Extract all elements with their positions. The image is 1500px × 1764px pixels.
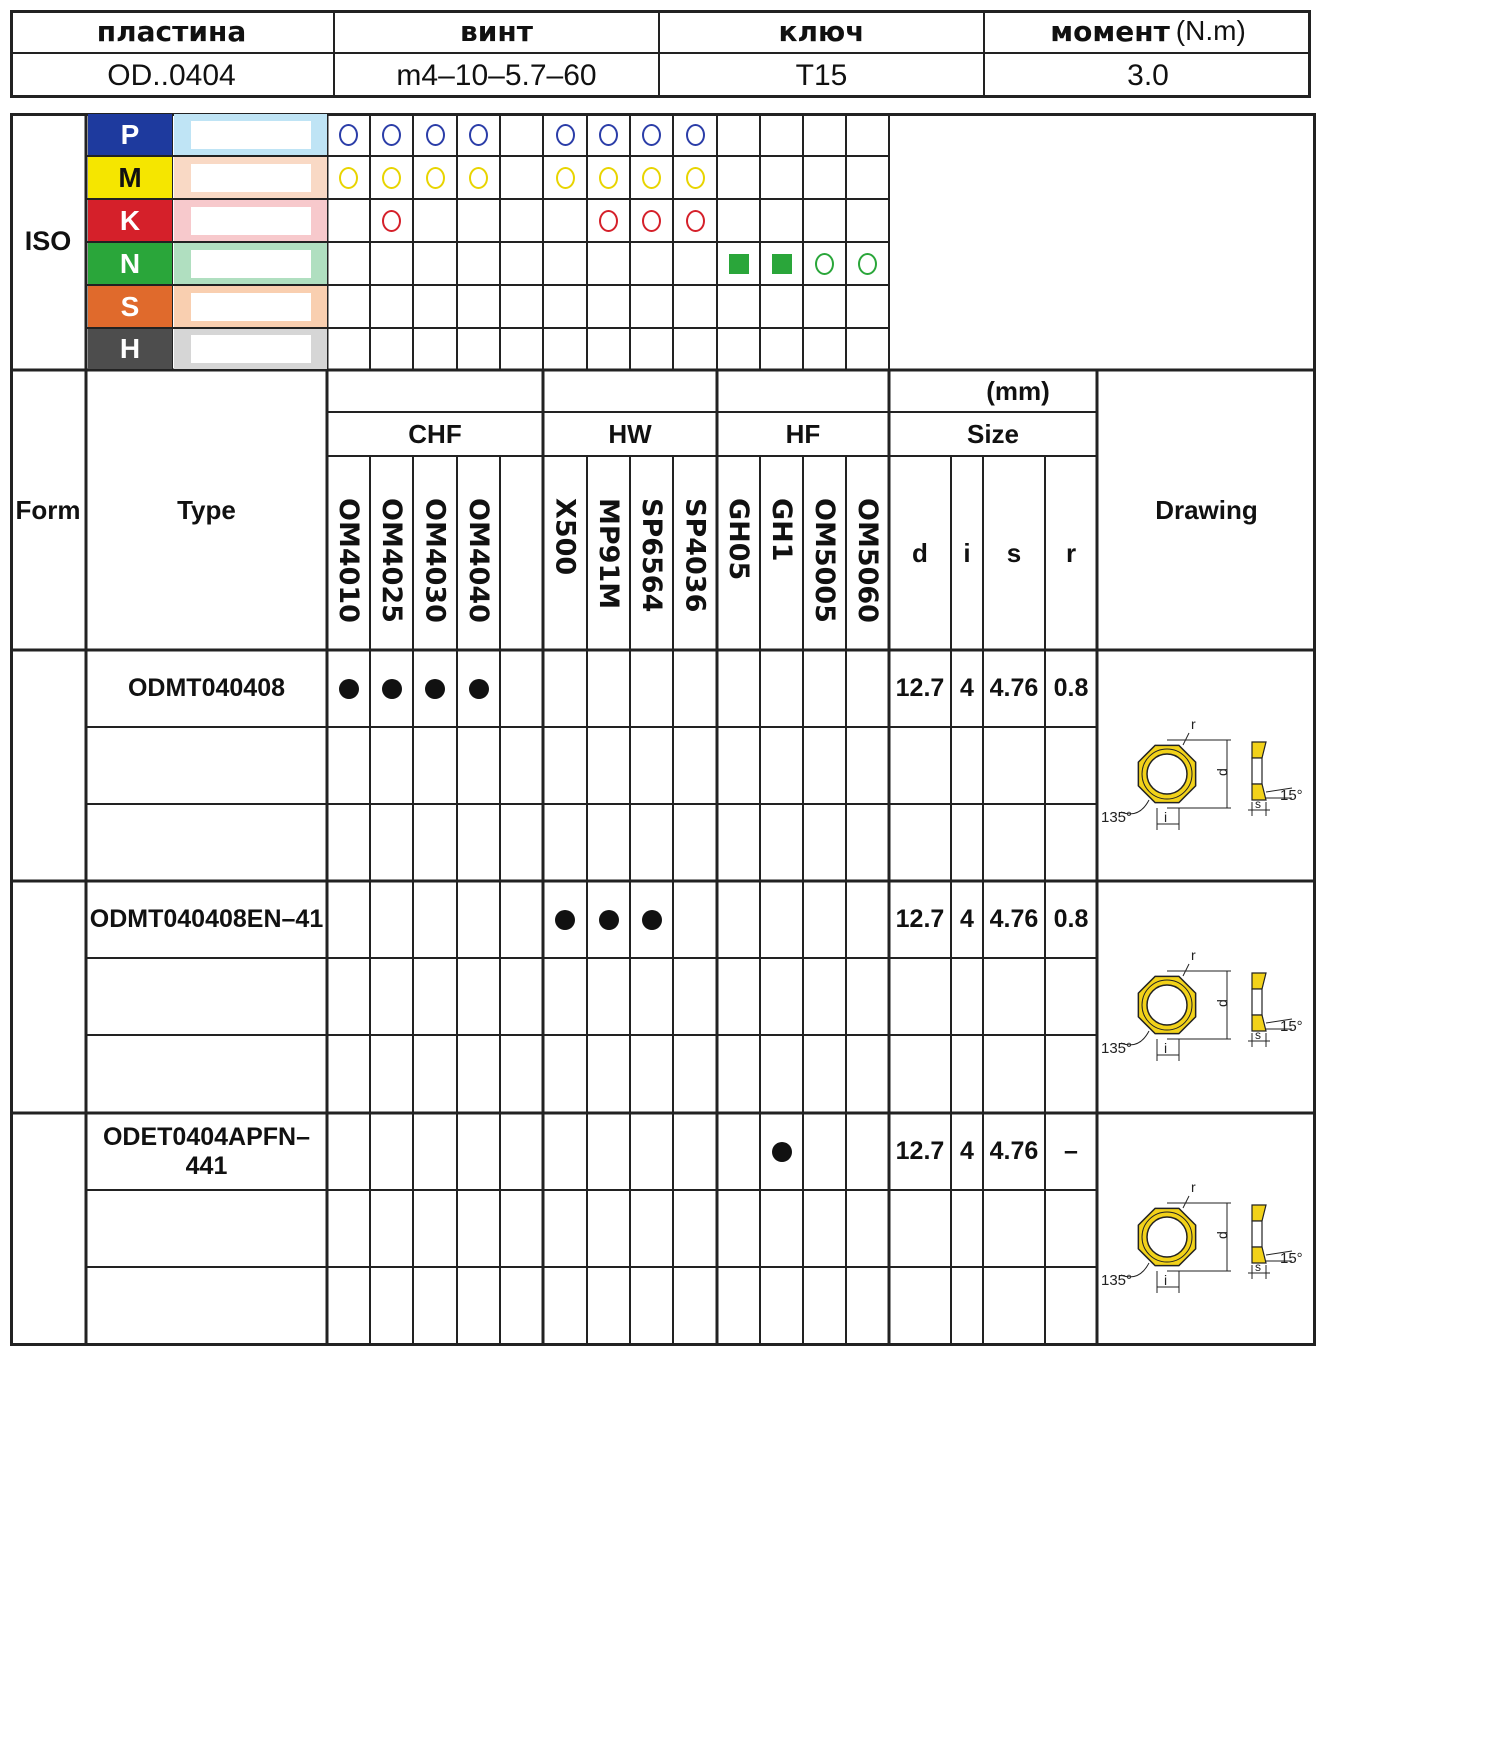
iso-m-badge xyxy=(88,157,172,198)
p-suitable-icon-shape xyxy=(469,124,488,146)
grade-header-label: OM5060 xyxy=(852,498,883,623)
swatch-inner xyxy=(191,207,311,235)
availability-dot xyxy=(543,881,587,958)
iso-m-swatch xyxy=(174,157,327,198)
size-s-value: 4.76 xyxy=(989,1137,1039,1165)
grade-header-label: OM5005 xyxy=(809,498,840,623)
size-r-value: – xyxy=(1064,1137,1078,1165)
availability-dot-shape xyxy=(642,910,662,930)
dim-r-label: r xyxy=(1191,1179,1196,1195)
insert-side-middle xyxy=(1252,1221,1262,1247)
availability-dot xyxy=(630,881,673,958)
p-suitable-icon-shape xyxy=(339,124,358,146)
unit-label: (mm) xyxy=(986,375,1050,406)
m-suitable-icon-shape xyxy=(642,167,661,189)
product-type: ODMT040408EN–41 xyxy=(89,905,324,933)
grade-header-label: SP6564 xyxy=(636,498,667,613)
p-suitable-icon xyxy=(467,123,491,147)
m-suitable-icon-shape xyxy=(599,167,618,189)
m-suitable-icon-shape xyxy=(382,167,401,189)
m-suitable-icon-shape xyxy=(556,167,575,189)
angle-15-label: 15° xyxy=(1280,1018,1303,1035)
grade-header xyxy=(717,456,760,650)
iso-h-letter: H xyxy=(119,333,141,364)
k-suitable-icon xyxy=(597,209,621,233)
iso-s-letter: S xyxy=(120,290,140,322)
grade-header-label: OM4030 xyxy=(419,498,451,623)
grade-header xyxy=(673,456,717,650)
insert-hole xyxy=(1147,754,1187,794)
availability-dot-shape xyxy=(772,1142,792,1162)
p-suitable-icon-shape xyxy=(426,124,445,146)
m-suitable-icon xyxy=(640,166,664,190)
n-recommended-icon xyxy=(727,252,751,276)
m-suitable-icon-shape xyxy=(339,167,358,189)
product-type: ODET0404APFN–441 xyxy=(102,1122,311,1180)
availability-dot-shape xyxy=(469,679,489,699)
n-recommended-icon-shape xyxy=(729,254,749,274)
grade-header-label: X500 xyxy=(549,498,581,576)
n-suitable-icon-shape xyxy=(858,253,877,275)
p-suitable-icon xyxy=(597,123,621,147)
availability-dot-shape xyxy=(382,679,402,699)
swatch-inner xyxy=(191,293,311,321)
size-col-d-header: d xyxy=(912,537,928,568)
k-suitable-icon xyxy=(640,209,664,233)
size-d-value: 12.7 xyxy=(895,1137,945,1165)
m-suitable-icon xyxy=(683,166,707,190)
screw-header-label: винт xyxy=(460,14,533,48)
grade-header-label: GH05 xyxy=(723,498,754,581)
grade-header-label: SP4036 xyxy=(679,498,711,613)
p-suitable-icon-shape xyxy=(599,124,618,146)
iso-h-swatch xyxy=(174,329,327,369)
size-i-value: 4 xyxy=(960,905,974,933)
insert-drawing xyxy=(1099,883,1314,1111)
grade-header xyxy=(543,456,587,650)
p-suitable-icon xyxy=(337,123,361,147)
grade-header xyxy=(846,456,889,650)
grade-header-label: OM4010 xyxy=(333,498,364,623)
p-suitable-icon-shape xyxy=(556,124,575,146)
p-suitable-icon xyxy=(683,123,707,147)
m-suitable-icon xyxy=(553,166,577,190)
availability-dot xyxy=(587,881,630,958)
grade-header-label: OM4025 xyxy=(376,498,407,623)
angle-135-label: 135° xyxy=(1101,1272,1133,1289)
m-suitable-icon xyxy=(380,166,404,190)
p-suitable-icon xyxy=(640,123,664,147)
size-r-value: 0.8 xyxy=(1053,905,1089,933)
k-suitable-icon-shape xyxy=(382,210,401,232)
p-suitable-icon-shape xyxy=(642,124,661,146)
grade-header xyxy=(500,456,543,650)
dim-r-label: r xyxy=(1191,716,1196,732)
m-suitable-icon-shape xyxy=(686,167,705,189)
grade-header-label: GH1 xyxy=(766,498,797,562)
iso-k-letter: K xyxy=(119,204,141,236)
drawing-header: Drawing xyxy=(1155,495,1258,525)
k-suitable-icon-shape xyxy=(599,210,618,232)
m-suitable-icon xyxy=(597,166,621,190)
key-header-label: ключ xyxy=(778,14,865,48)
iso-k-swatch xyxy=(174,200,327,241)
grade-header xyxy=(760,456,803,650)
availability-dot xyxy=(413,650,457,727)
dim-s-label: s xyxy=(1255,797,1261,811)
size-d-value: 12.7 xyxy=(895,905,945,933)
group-hw-header: HW xyxy=(608,418,652,449)
grade-header xyxy=(370,456,413,650)
size-col-s-header: s xyxy=(1006,537,1022,568)
p-suitable-icon xyxy=(380,123,404,147)
grade-header-label: MP91M xyxy=(593,498,624,610)
availability-dot xyxy=(370,650,413,727)
iso-h-badge xyxy=(88,329,172,369)
grade-header xyxy=(327,456,370,650)
insert-drawing xyxy=(1099,652,1314,880)
angle-135-label: 135° xyxy=(1101,809,1133,826)
iso-k-badge xyxy=(88,200,172,241)
availability-dot xyxy=(760,1113,803,1190)
size-i-value: 4 xyxy=(960,1137,974,1165)
m-suitable-icon xyxy=(423,166,447,190)
dim-r-label: r xyxy=(1191,947,1196,963)
dim-i-label: i xyxy=(1164,1272,1168,1288)
grade-header xyxy=(413,456,457,650)
p-suitable-icon xyxy=(553,123,577,147)
n-suitable-icon xyxy=(813,252,837,276)
torque-unit: (N.m) xyxy=(1175,15,1246,46)
n-suitable-icon-shape xyxy=(815,253,834,275)
insert-side-top xyxy=(1252,973,1266,989)
dim-d-label: d xyxy=(1214,768,1230,776)
size-r-value: 0.8 xyxy=(1053,674,1089,702)
screw-value: m4–10–5.7–60 xyxy=(335,54,660,98)
availability-dot xyxy=(457,650,500,727)
size-header: Size xyxy=(966,418,1020,449)
angle-15-label: 15° xyxy=(1280,787,1303,804)
insert-drawing xyxy=(1099,1115,1314,1343)
insert-side-middle xyxy=(1252,758,1262,784)
m-suitable-icon-shape xyxy=(426,167,445,189)
dim-d-label: d xyxy=(1214,999,1230,1007)
m-suitable-icon-shape xyxy=(469,167,488,189)
angle-15-label: 15° xyxy=(1280,1250,1303,1267)
n-recommended-icon xyxy=(770,252,794,276)
n-recommended-icon-shape xyxy=(772,254,792,274)
grade-header xyxy=(457,456,500,650)
k-suitable-icon xyxy=(380,209,404,233)
availability-dot-shape xyxy=(555,910,575,930)
insert-drawing-svg xyxy=(1099,1115,1314,1343)
iso-s-badge xyxy=(88,286,172,327)
insert-drawing-svg xyxy=(1099,652,1314,880)
size-s-value: 4.76 xyxy=(989,674,1039,702)
availability-dot-shape xyxy=(599,910,619,930)
iso-n-badge xyxy=(88,243,172,284)
p-suitable-icon-shape xyxy=(382,124,401,146)
insert-hole xyxy=(1147,985,1187,1025)
size-col-i-header: i xyxy=(963,537,971,568)
dim-s-label: s xyxy=(1255,1260,1261,1274)
insert-side-top xyxy=(1252,742,1266,758)
grade-header xyxy=(587,456,630,650)
n-suitable-icon xyxy=(856,252,880,276)
insert-side-middle xyxy=(1252,989,1262,1015)
k-suitable-icon-shape xyxy=(686,210,705,232)
dim-i-label: i xyxy=(1164,1040,1168,1056)
swatch-inner xyxy=(191,121,311,149)
type-header: Type xyxy=(177,494,236,525)
size-col-r-header: r xyxy=(1065,537,1077,568)
insert-value: OD..0404 xyxy=(10,54,335,98)
grade-header xyxy=(803,456,846,650)
availability-dot-shape xyxy=(425,679,445,699)
swatch-inner xyxy=(191,335,311,363)
iso-n-letter: N xyxy=(119,247,141,279)
dim-s-label: s xyxy=(1255,1028,1261,1042)
k-suitable-icon-shape xyxy=(642,210,661,232)
insert-side-top xyxy=(1252,1205,1266,1221)
dim-i-label: i xyxy=(1164,809,1168,825)
swatch-inner xyxy=(191,250,311,278)
key-value: T15 xyxy=(660,54,985,98)
grade-header-label: OM4040 xyxy=(463,498,494,623)
iso-s-swatch xyxy=(174,286,327,327)
availability-dot xyxy=(327,650,370,727)
swatch-inner xyxy=(191,164,311,192)
size-s-value: 4.76 xyxy=(989,905,1039,933)
availability-dot-shape xyxy=(339,679,359,699)
dim-d-label: d xyxy=(1214,1231,1230,1239)
p-suitable-icon-shape xyxy=(686,124,705,146)
iso-label: ISO xyxy=(24,226,72,256)
m-suitable-icon xyxy=(467,166,491,190)
product-type: ODMT040408 xyxy=(127,674,286,702)
group-hf-header: HF xyxy=(785,418,821,449)
iso-p-swatch xyxy=(174,114,327,155)
iso-p-letter: P xyxy=(120,118,140,150)
grade-header xyxy=(630,456,673,650)
k-suitable-icon xyxy=(683,209,707,233)
iso-m-letter: M xyxy=(118,161,142,193)
m-suitable-icon xyxy=(337,166,361,190)
insert-drawing-svg xyxy=(1099,883,1314,1111)
size-d-value: 12.7 xyxy=(895,674,945,702)
angle-135-label: 135° xyxy=(1101,1040,1133,1057)
form-header: Form xyxy=(15,494,81,525)
group-chf-header: CHF xyxy=(408,418,462,449)
iso-n-swatch xyxy=(174,243,327,284)
size-i-value: 4 xyxy=(960,674,974,702)
p-suitable-icon xyxy=(423,123,447,147)
torque-value: 3.0 xyxy=(1127,59,1169,92)
torque-header-label: момент xyxy=(1050,14,1170,48)
insert-header-label: пластина xyxy=(96,14,247,48)
iso-p-badge xyxy=(88,114,172,155)
insert-hole xyxy=(1147,1217,1187,1257)
